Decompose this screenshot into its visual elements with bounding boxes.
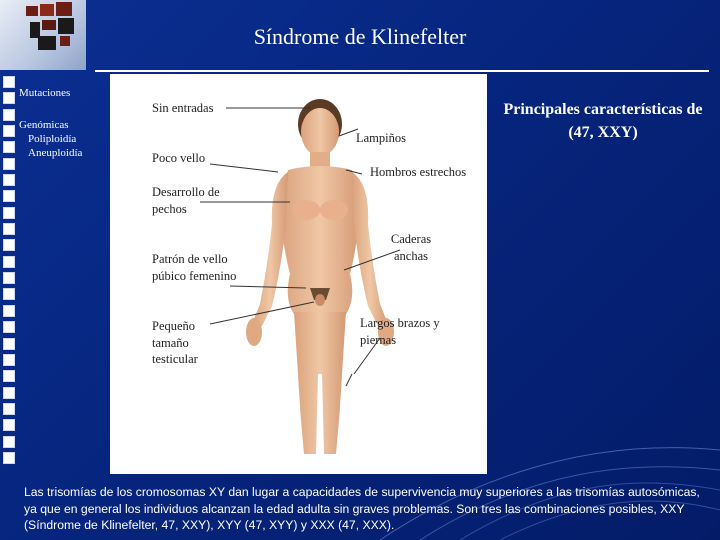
characteristics-title: Principales características de (47, XXY) [503,101,703,141]
sidebar-nav [19,86,109,160]
sidebar-item-mutaciones[interactable]: Mutaciones [19,87,71,99]
sidebar-item-genomicas[interactable]: Genómicas [19,119,69,131]
label-lampinos: Lampiños [356,131,406,145]
label-caderas-anchas: Caderas anchas [390,232,432,263]
body-text: Las trisomías de los cromosomas XY dan lugar a capacidades de supervivencia muy superiores a las trisomías autosómicas, ya que en general los individuos alcanzan la edad adulta sin graves problemas. Son tres las combinaciones posibles, XXY (Síndrome de Klinefelter, 47, XXY), XYY (47, XYY) y XXX (47, XXX). [24,485,700,532]
label-desarrollo-pechos: Desarrollo de pechos [152,185,220,216]
decorative-square-column [3,76,17,468]
label-largos-brazos: Largos brazos y piernas [360,316,440,347]
label-sin-entradas: Sin entradas [152,101,214,115]
label-vello-pubico: Patrón de vello púbico femenino [152,252,237,283]
label-hombros-estrechos: Hombros estrechos [370,165,467,179]
label-testicular: Pequeño tamaño testicular [152,319,198,366]
sidebar-item-aneuploidia[interactable]: Aneuploidía [28,147,83,159]
page-title: Síndrome de Klinefelter [253,24,467,49]
title-divider [95,70,709,72]
figure-panel [110,74,487,474]
sidebar-item-poliploidia[interactable]: Poliploidía [28,133,77,145]
label-poco-vello: Poco vello [152,151,206,165]
